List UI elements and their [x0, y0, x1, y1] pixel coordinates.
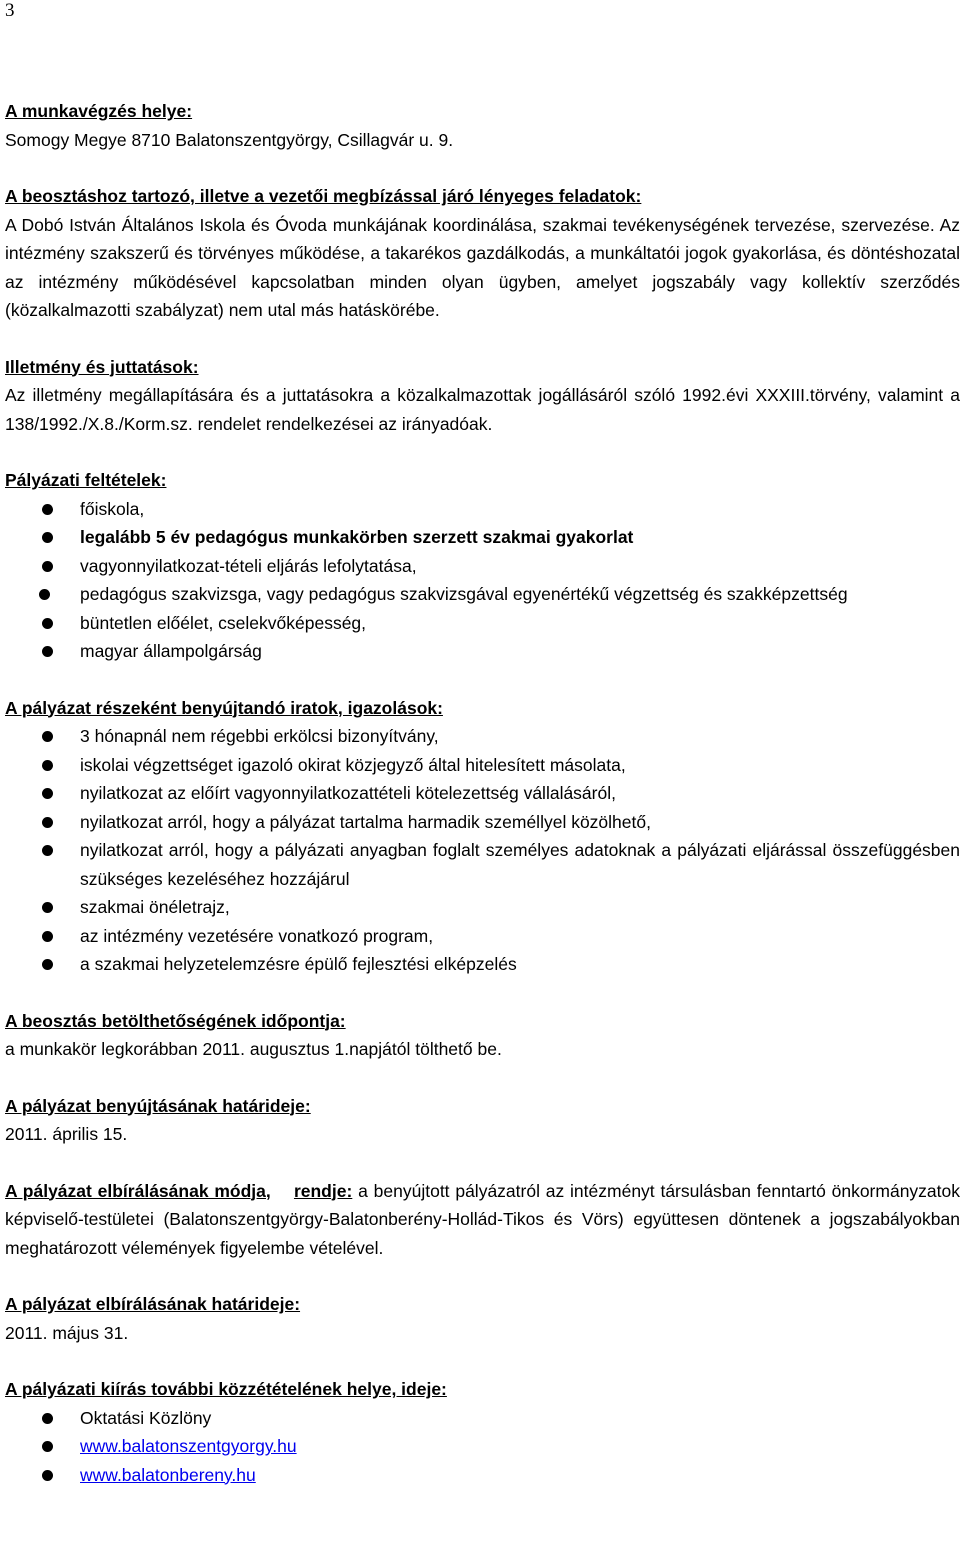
evaluation-method-heading-b: rendje:	[293, 1180, 353, 1201]
list-item: az intézmény vezetésére vonatkozó program,	[5, 922, 960, 951]
list-item: nyilatkozat arról, hogy a pályázat tartalma harmadik személlyel közölhető,	[5, 808, 960, 837]
work-place-text: Somogy Megye 8710 Balatonszentgyörgy, Csillagvár u. 9.	[5, 129, 454, 150]
documents-section	[5, 694, 960, 979]
list-item: a szakmai helyzetelemzésre épülő fejlesztési elképzelés	[5, 950, 960, 979]
publication-section	[5, 1375, 960, 1489]
bullet-icon	[42, 902, 53, 913]
page-number: 3	[5, 0, 15, 21]
list-item: Oktatási Közlöny	[5, 1404, 960, 1433]
salary-heading: Illetmény és juttatások:	[5, 356, 199, 377]
bullet-icon	[42, 1470, 53, 1481]
bullet-icon	[39, 589, 50, 600]
duties-heading: A beosztáshoz tartozó, illetve a vezetői megbízással járó lényeges feladatok:	[5, 186, 642, 206]
list-item: büntetlen előélet, cselekvőképesség,	[5, 609, 960, 638]
list-item: nyilatkozat az előírt vagyonnyilatkozattételi kötelezettség vállalásáról,	[5, 779, 960, 808]
evaluation-method-paragraph	[5, 1177, 960, 1263]
bullet-icon	[42, 618, 53, 629]
submission-deadline-text: 2011. április 15.	[5, 1124, 128, 1144]
bullet-icon	[42, 1413, 53, 1424]
bullet-icon	[42, 504, 53, 515]
bullet-icon	[42, 1441, 53, 1452]
evaluation-deadline-heading: A pályázat elbírálásának határideje:	[5, 1294, 301, 1314]
publication-list	[5, 1404, 960, 1490]
documents-list	[5, 722, 960, 979]
submission-deadline-heading: A pályázat benyújtásának határideje:	[5, 1095, 311, 1116]
work-place-heading: A munkavégzés helye:	[5, 101, 193, 121]
duties-section	[5, 182, 960, 325]
list-item: pedagógus szakvizsga, vagy pedagógus szakvizsgával egyenértékű végzettség és szakképzettség	[5, 580, 960, 609]
start-date-section	[5, 1007, 960, 1064]
duties-text: A Dobó István Általános Iskola és Óvoda munkájának koordinálása, szakmai tevékenységének tervezése, szervezése. Az intézmény szakszerű és törvényes működése, a takarékos gazdálkodás, a munkáltatói jogok gyakorlása, és döntéshozatal az intézmény működésével kapcsolatban minden olyan ügyben, amelyet jogszabály vagy kollektív szerződés (közalkalmazotti szabályzat) nem utal más hatáskörébe.	[5, 214, 960, 320]
publication-heading: A pályázati kiírás további közzétételének helye, ideje:	[5, 1379, 447, 1399]
list-item: vagyonnyilatkozat-tételi eljárás lefolytatása,	[5, 552, 960, 581]
documents-heading: A pályázat részeként benyújtandó iratok, igazolások:	[5, 697, 443, 718]
conditions-section	[5, 466, 960, 666]
bullet-icon	[42, 646, 53, 657]
list-item: magyar állampolgárság	[5, 637, 960, 666]
start-date-text: a munkakör legkorábban 2011. augusztus 1.napjától tölthető be.	[5, 1039, 502, 1059]
list-item: 3 hónapnál nem régebbi erkölcsi bizonyítvány,	[5, 722, 960, 751]
list-item: szakmai önéletrajz,	[5, 893, 960, 922]
bullet-icon	[42, 817, 53, 828]
link-balatonszentgyorgy[interactable]: www.balatonszentgyorgy.hu	[80, 1436, 297, 1456]
conditions-heading: Pályázati feltételek:	[5, 470, 167, 490]
bullet-icon	[42, 959, 53, 970]
bullet-icon	[42, 532, 53, 543]
evaluation-method-section	[5, 1177, 960, 1263]
list-item: iskolai végzettséget igazoló okirat közjegyző által hitelesített másolata,	[5, 751, 960, 780]
submission-deadline-section	[5, 1092, 960, 1149]
bullet-icon	[42, 845, 53, 856]
link-balatonbereny[interactable]: www.balatonbereny.hu	[80, 1464, 256, 1485]
list-item: nyilatkozat arról, hogy a pályázati anyagban foglalt személyes adatoknak a pályázati eljárással összefüggésben szükséges kezeléséhez hozzájárul	[5, 836, 960, 893]
salary-text: Az illetmény megállapítására és a juttatásokra a közalkalmazottak jogállásáról szóló 1992.évi XXXIII.törvény, valamint a 138/1992./X.8./Korm.sz. rendelet rendelkezései az irányadóak.	[5, 385, 960, 434]
bullet-icon	[42, 788, 53, 799]
list-item	[5, 1432, 960, 1461]
bullet-icon	[42, 760, 53, 771]
evaluation-method-text: a benyújtott pályázatról az intézményt társulásban fenntartó önkormányzatok képviselő-testületei (Balatonszentgyörgy-Balatonberény-Hollád-Tikos és Vörs) együttesen döntenek a jogszabályokban meghatározott vélemények figyelembe vételével.	[5, 1180, 960, 1258]
document-body	[5, 97, 960, 1517]
evaluation-method-heading-a: A pályázat elbírálásának módja,	[5, 1180, 271, 1201]
salary-section	[5, 353, 960, 439]
list-item: főiskola,	[5, 495, 960, 524]
bullet-icon	[42, 561, 53, 572]
start-date-heading: A beosztás betölthetőségének időpontja:	[5, 1010, 346, 1031]
evaluation-deadline-text: 2011. május 31.	[5, 1322, 129, 1343]
conditions-list	[5, 495, 960, 666]
bullet-icon	[42, 931, 53, 942]
list-item: legalább 5 év pedagógus munkakörben szerzett szakmai gyakorlat	[5, 523, 960, 552]
evaluation-deadline-section	[5, 1290, 960, 1347]
work-place-section	[5, 97, 960, 154]
bullet-icon	[42, 731, 53, 742]
list-item	[5, 1461, 960, 1490]
